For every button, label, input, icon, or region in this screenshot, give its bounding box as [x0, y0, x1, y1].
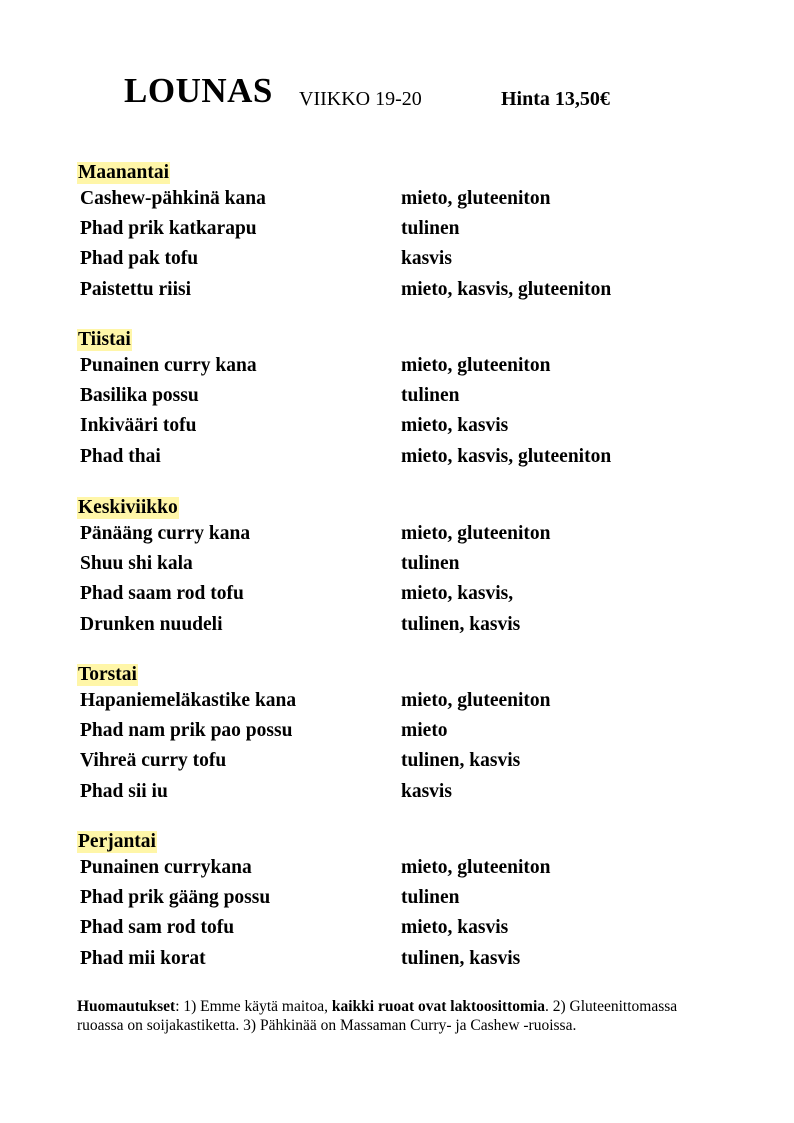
menu-row	[77, 275, 697, 305]
dish-tags: mieto, kasvis	[401, 415, 509, 437]
day-section-wednesday	[77, 497, 697, 640]
notes-text-rest: . 2) Gluteenittomassa ruoassa on soijakastiketta. 3) Pähkinää on Massaman Curry- ja Cashew -ruoissa.	[77, 998, 678, 1034]
dish-tags: mieto, gluteeniton	[401, 188, 551, 209]
day-heading: Torstai	[78, 664, 137, 685]
dish-name: Inkivääri tofu	[80, 415, 197, 437]
menu-row	[77, 351, 697, 381]
day-heading: Tiistai	[78, 329, 131, 350]
dish-tags: mieto, gluteeniton	[401, 355, 551, 376]
menu-row	[77, 549, 697, 579]
dish-name: Punainen currykana	[80, 857, 252, 878]
dish-tags: tulinen	[401, 887, 460, 909]
dish-tags: mieto, kasvis, gluteeniton	[401, 445, 612, 467]
dish-name: Phad pak tofu	[80, 248, 199, 270]
dish-name: Phad nam prik pao possu	[80, 720, 293, 742]
menu-row	[77, 913, 697, 943]
dish-name: Phad prik katkarapu	[80, 218, 257, 240]
dish-name: Phad sam rod tofu	[80, 917, 235, 939]
dish-name: Paistettu riisi	[80, 278, 192, 300]
menu-row	[77, 442, 697, 472]
menu-row	[77, 579, 697, 609]
dish-tags: kasvis	[401, 248, 452, 270]
menu-row	[77, 883, 697, 913]
notes-paragraph	[77, 997, 717, 1035]
menu-row	[77, 244, 697, 274]
dish-name: Punainen curry kana	[80, 355, 257, 376]
dish-name: Phad saam rod tofu	[80, 583, 244, 605]
dish-tags: mieto, gluteeniton	[401, 857, 551, 878]
dish-tags: mieto	[401, 720, 448, 742]
dish-tags: kasvis	[401, 780, 452, 802]
menu-header	[0, 0, 794, 140]
dish-tags: mieto, kasvis,	[401, 583, 514, 605]
menu-row	[77, 716, 697, 746]
dish-tags: tulinen, kasvis	[401, 750, 521, 772]
dish-name: Drunken nuudeli	[80, 613, 223, 635]
dish-name: Basilika possu	[80, 385, 199, 407]
dish-name: Phad sii iu	[80, 780, 168, 802]
day-section-friday	[77, 831, 697, 974]
day-heading: Perjantai	[78, 831, 156, 852]
day-section-monday	[77, 162, 697, 305]
dish-tags: mieto, gluteeniton	[401, 523, 551, 544]
menu-row	[77, 944, 697, 974]
menu-row	[77, 746, 697, 776]
day-section-tuesday	[77, 329, 697, 472]
day-heading: Keskiviikko	[78, 497, 178, 518]
menu-row	[77, 381, 697, 411]
day-heading: Maanantai	[78, 162, 170, 183]
price-label: Hinta 13,50€	[501, 88, 610, 110]
dish-name: Vihreä curry tofu	[80, 750, 227, 772]
day-section-thursday	[77, 664, 697, 807]
dish-name: Phad mii korat	[80, 947, 206, 969]
dish-tags: mieto, kasvis, gluteeniton	[401, 278, 612, 300]
dish-tags: tulinen	[401, 385, 460, 407]
week-label: VIIKKO 19-20	[299, 88, 422, 110]
menu-row	[77, 777, 697, 807]
dish-name: Hapaniemeläkastike kana	[80, 690, 297, 711]
menu-row	[77, 519, 697, 549]
menu-row	[77, 214, 697, 244]
notes-text: : 1) Emme käytä maitoa,	[175, 998, 332, 1015]
dish-tags: tulinen	[401, 218, 460, 240]
notes-label: Huomautukset	[77, 998, 176, 1015]
dish-name: Cashew-pähkinä kana	[80, 188, 266, 209]
dish-name: Phad thai	[80, 445, 161, 467]
dish-tags: mieto, gluteeniton	[401, 690, 551, 711]
dish-tags: tulinen, kasvis	[401, 947, 521, 969]
menu-row	[77, 610, 697, 640]
dish-name: Pänääng curry kana	[80, 523, 251, 544]
dish-name: Shuu shi kala	[80, 553, 193, 575]
notes-emphasis: kaikki ruoat ovat laktoosittomia	[331, 998, 546, 1015]
page-title: LOUNAS	[124, 71, 273, 110]
menu-row	[77, 184, 697, 214]
menu-row	[77, 853, 697, 883]
dish-tags: tulinen, kasvis	[401, 613, 521, 635]
menu-row	[77, 411, 697, 441]
dish-tags: mieto, kasvis	[401, 917, 509, 939]
dish-tags: tulinen	[401, 553, 460, 575]
dish-name: Phad prik gääng possu	[80, 887, 271, 909]
menu-row	[77, 686, 697, 716]
